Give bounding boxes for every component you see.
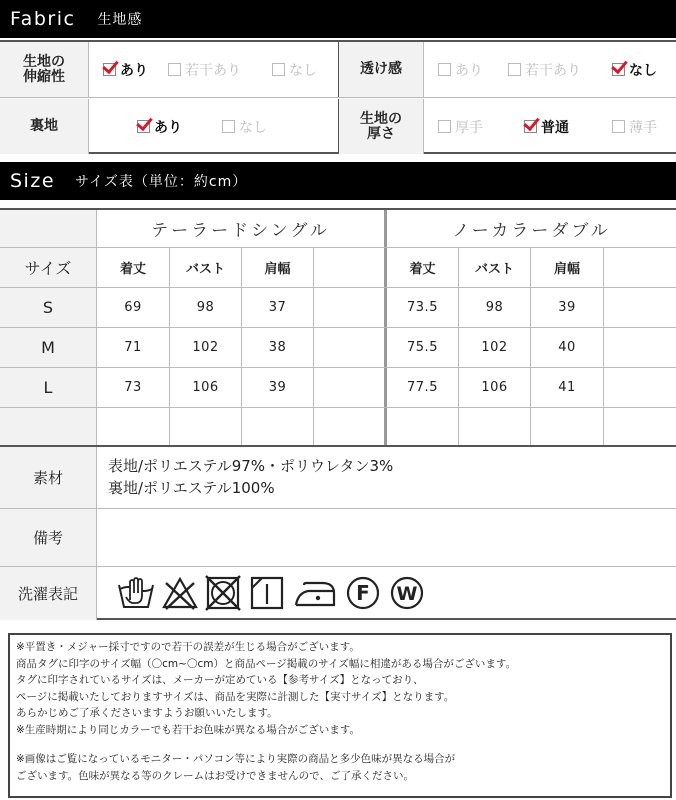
- checkbox-checked-icon: [524, 120, 537, 133]
- size-header-en: Size: [10, 170, 56, 192]
- table-row: L 73 106 39 77.5 106 41: [0, 368, 676, 408]
- lining-label: 裏地: [0, 99, 88, 154]
- lining-option-no[interactable]: なし: [222, 117, 267, 137]
- stretch-option-slight[interactable]: 若干あり: [168, 60, 241, 80]
- transparency-option-yes[interactable]: あり: [438, 60, 483, 80]
- laundry-row: [0, 567, 676, 620]
- note-line: ※平置き・メジャー採寸ですので若干の誤差が生じる場合がございます。: [16, 641, 360, 653]
- note-line: 商品タグに印字のサイズ幅（〇cm~〇cm）と商品ページ掲載のサイズ幅に相違がある場合がございます。: [16, 657, 517, 670]
- transparency-label: 透け感: [339, 42, 423, 97]
- fabric-row-2: [0, 99, 676, 154]
- thickness-option-normal[interactable]: 普通: [524, 117, 569, 137]
- checkbox-icon: [508, 63, 521, 76]
- size-type-row: [0, 210, 676, 248]
- thickness-option-thick[interactable]: 厚手: [438, 117, 483, 137]
- material-row: [0, 447, 676, 509]
- material-text: 表地/ポリエステル97%・ポリウレタン3% 裏地/ポリエステル100%: [108, 457, 394, 497]
- type-single: テーラードシングル: [151, 221, 330, 241]
- checkbox-icon: [222, 120, 235, 133]
- fabric-table: [0, 40, 676, 154]
- no-tumble-dry-icon: [204, 574, 242, 612]
- size-header-jp: サイズ表（単位：約cm）: [75, 174, 248, 190]
- checkbox-icon: [168, 63, 181, 76]
- remarks-label: 備考: [0, 509, 96, 566]
- note-line: ※生産時期により同じカラーでも若干お色味が異なる場合がございます。: [16, 723, 360, 736]
- table-row: M 71 102 38 75.5 102 40: [0, 328, 676, 368]
- remarks-row: [0, 509, 676, 567]
- checkbox-checked-icon: [612, 63, 625, 76]
- stretch-option-yes[interactable]: あり: [103, 60, 148, 80]
- type-double: ノーカラーダブル: [452, 221, 611, 241]
- wet-clean-w-icon: [388, 574, 426, 612]
- checkbox-checked-icon: [137, 120, 150, 133]
- checkbox-checked-icon: [103, 63, 116, 76]
- iron-low-icon: [292, 575, 338, 611]
- stretch-label: [0, 42, 88, 97]
- note-line: ※画像はご覧になっているモニター・パソコン等により実際の商品と多少色味が異なる場合が: [16, 753, 456, 765]
- fabric-header-en: Fabric: [10, 8, 76, 30]
- thickness-label: 生地の 厚さ: [339, 99, 423, 154]
- lining-option-yes[interactable]: あり: [137, 117, 182, 137]
- laundry-label: 洗濯表記: [0, 567, 96, 620]
- checkbox-icon: [612, 120, 625, 133]
- size-column-header-row: サイズ 着丈 バスト 肩幅 着丈 バスト 肩幅: [0, 248, 676, 288]
- table-row: S 69 98 37 73.5 98 39: [0, 288, 676, 328]
- svg-text:W: W: [396, 583, 418, 605]
- size-header: [0, 162, 676, 200]
- material-table: [0, 445, 676, 620]
- note-line: タグに印字されているサイズは、メーカーが定めている【参考サイズ】となっており、: [16, 674, 424, 686]
- fabric-header: [0, 0, 676, 38]
- checkbox-icon: [438, 63, 451, 76]
- size-label: サイズ: [0, 248, 96, 287]
- transparency-option-slight[interactable]: 若干あり: [508, 60, 581, 80]
- checkbox-icon: [438, 120, 451, 133]
- material-label: 素材: [0, 447, 96, 508]
- stretch-label-line1: 生地の: [23, 53, 65, 70]
- transparency-option-no[interactable]: なし: [612, 60, 657, 80]
- svg-text:F: F: [356, 581, 370, 605]
- table-row-empty: [0, 408, 676, 447]
- fabric-header-jp: 生地感: [97, 12, 143, 28]
- notes-box: [8, 633, 672, 798]
- size-table: [0, 208, 676, 445]
- fabric-row-1: [0, 42, 676, 98]
- stretch-option-no[interactable]: なし: [272, 60, 317, 80]
- note-line: ページに掲載いたしておりますサイズは、商品を実際に計測した【実寸サイズ】となります。: [16, 690, 455, 703]
- dry-clean-f-icon: [344, 574, 382, 612]
- note-line: あらかじめご了承くださいますようお願いいたします。: [16, 707, 278, 719]
- hand-wash-icon: [116, 573, 156, 613]
- no-bleach-icon: [162, 575, 198, 611]
- laundry-icons: [116, 573, 426, 613]
- stretch-label-line2: 伸縮性: [23, 68, 65, 85]
- note-line: ございます。色味が異なる等のクレームはお受けできませんので、ご了承ください。: [16, 769, 414, 782]
- thickness-option-thin[interactable]: 薄手: [612, 117, 657, 137]
- checkbox-icon: [272, 63, 285, 76]
- line-dry-shade-icon: [248, 574, 286, 612]
